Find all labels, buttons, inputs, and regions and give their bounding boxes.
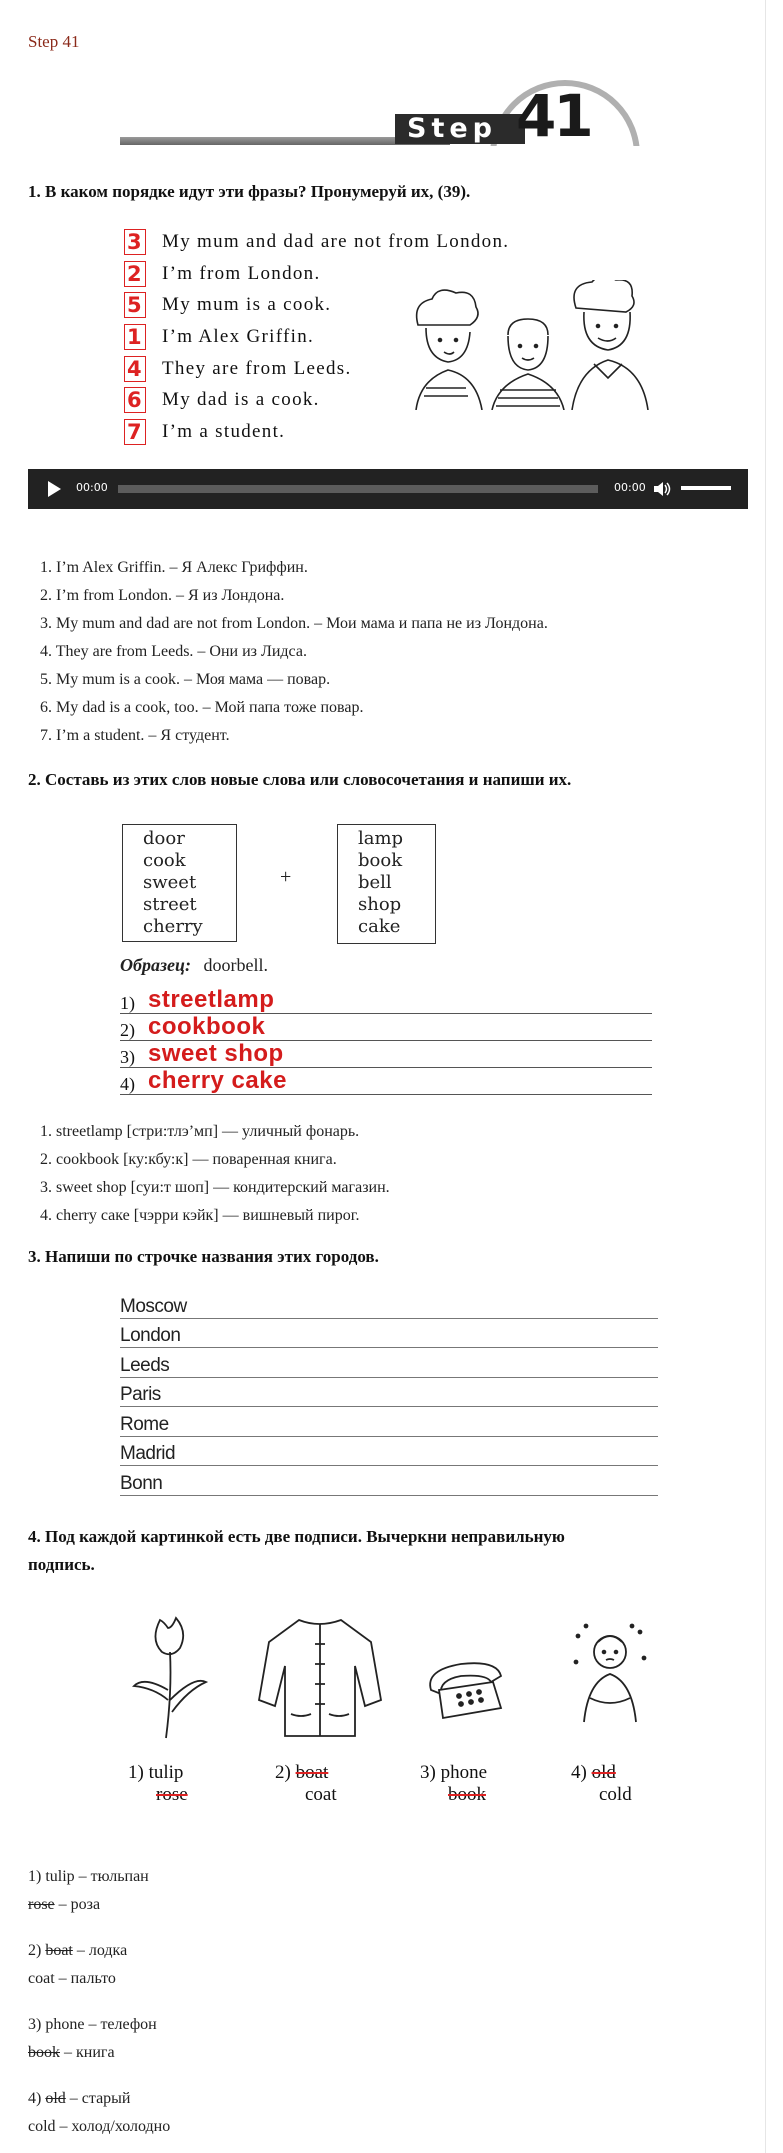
order-number: 6 [124, 387, 146, 413]
caption-number: 2) [275, 1762, 291, 1783]
word: shop [358, 894, 402, 915]
order-number: 1 [124, 324, 146, 350]
answer-text: – роза [54, 1896, 101, 1913]
answer-text: – тюльпан [74, 1868, 149, 1885]
sentence-row [124, 416, 509, 448]
answer-value: cookbook [148, 1013, 266, 1040]
model-example [120, 955, 268, 976]
page-border [765, 0, 766, 2153]
task2-heading: 2. Составь из этих слов новые слова или словосочетания и напиши их. [28, 770, 572, 789]
answer-block [28, 1863, 149, 1919]
answer-value: sweet shop [148, 1040, 284, 1067]
answer-line [120, 987, 652, 1014]
answer-text: – старый [65, 2090, 131, 2107]
list-item: 5. My mum is a cook. – Моя мама — повар. [40, 671, 331, 688]
answer-struck: book [28, 2044, 60, 2061]
picture-caption [571, 1762, 632, 1806]
city-name: Rome [120, 1414, 175, 1436]
answer-line [120, 1041, 652, 1068]
list-item: 4. cherry саке [чэрри кэйк] — вишневый пирог. [40, 1207, 360, 1224]
city-line [120, 1294, 658, 1319]
task1-translations [40, 554, 548, 750]
sentence-text: I’m a student. [162, 420, 286, 442]
model-label: Образец: [120, 955, 191, 975]
audio-player [28, 469, 748, 509]
order-number: 5 [124, 292, 146, 318]
sentence-row [124, 226, 509, 258]
city-name: London [120, 1325, 186, 1347]
caption-top: tulip [148, 1762, 184, 1783]
city-line [120, 1353, 658, 1378]
list-item: 3. sweet shop [суи:т шоп] — кондитерский магазин. [40, 1179, 390, 1196]
sentence-text: My mum is a cook. [162, 294, 332, 316]
task4-heading-line2: подпись. [28, 1555, 95, 1574]
order-number: 7 [124, 419, 146, 445]
answer-value: streetlamp [148, 986, 275, 1013]
word: sweet [143, 872, 197, 893]
word: lamp [358, 828, 404, 849]
list-item: 4. They are from Leeds. – Они из Лидса. [40, 643, 307, 660]
answer-text: cold – холод/холодно [28, 2118, 171, 2135]
answer-label: 1) [120, 993, 135, 1013]
word: door [143, 828, 185, 849]
list-item: 3. My mum and dad are not from London. – Мои мама и папа не из Лондона. [40, 615, 548, 632]
task1-heading: 1. В каком порядке идут эти фразы? Пронумеруй их, (39). [28, 182, 471, 201]
header-step-word: Step [395, 114, 525, 144]
word: cook [143, 850, 186, 871]
list-item: 1. streetlamp [стри:тлэ’мп] — уличный фонарь. [40, 1123, 360, 1140]
answer-text: – книга [60, 2044, 115, 2061]
list-item: 1. I’m Alex Griffin. – Я Алекс Гриффин. [40, 559, 308, 576]
picture-caption [275, 1762, 337, 1806]
answer-text: 1) tulip [28, 1868, 75, 1885]
city-line [120, 1412, 658, 1437]
answer-text: – телефон [84, 2016, 157, 2033]
answer-line [120, 1014, 652, 1041]
task4-heading-line1: 4. Под каждой картинкой есть две подписи. Вычеркни неправильную [28, 1527, 565, 1546]
answer-struck: old [45, 2090, 66, 2107]
order-number: 2 [124, 261, 146, 287]
word: cherry [143, 916, 203, 937]
answer-block [28, 2085, 170, 2141]
page-title: Step 41 [28, 32, 80, 51]
caption-number: 4) [571, 1762, 587, 1783]
picture-caption [128, 1762, 188, 1806]
list-item: 6. My dad is a cook, too. – Мой папа тоже повар. [40, 699, 364, 716]
caption-top-struck: old [591, 1762, 616, 1783]
answer-label: 3) [120, 1047, 135, 1067]
city-line [120, 1441, 658, 1466]
model-value: doorbell. [203, 955, 268, 975]
play-icon[interactable] [48, 481, 61, 497]
answer-block [28, 2011, 157, 2067]
caption-bottom: coat [305, 1784, 337, 1805]
caption-number: 3) [420, 1762, 436, 1783]
list-item: 2. cookbook [ку:кбу:к] — поваренная книга. [40, 1151, 337, 1168]
order-number: 3 [124, 229, 146, 255]
answer-value: cherry cake [148, 1067, 287, 1094]
answer-label: 2) [120, 1020, 135, 1040]
chefs-illustration [408, 280, 658, 410]
right-words-box [337, 824, 436, 944]
sentence-text: I’m from London. [162, 262, 321, 284]
volume-slider[interactable] [681, 486, 731, 490]
phone-icon [423, 1650, 508, 1720]
audio-current-time: 00:00 [76, 481, 108, 494]
answer-text: 3) phone [28, 2016, 85, 2033]
city-name: Leeds [120, 1355, 175, 1377]
answer-text: 4) [28, 2090, 46, 2107]
sentence-text: I’m Alex Griffin. [162, 325, 315, 347]
city-name: Bonn [120, 1473, 168, 1495]
task4-heading [28, 1523, 565, 1579]
left-words-box [122, 824, 237, 942]
audio-seek-bar[interactable] [118, 485, 598, 493]
caption-bottom-struck: book [448, 1784, 486, 1805]
word: book [358, 850, 403, 871]
order-number: 4 [124, 356, 146, 382]
audio-duration: 00:00 [614, 481, 646, 494]
answer-line [120, 1068, 652, 1095]
cold-boy-icon [570, 1622, 650, 1727]
word: street [143, 894, 197, 915]
sentence-text: They are from Leeds. [162, 357, 352, 379]
caption-bottom-struck: rose [156, 1784, 188, 1805]
city-line [120, 1471, 658, 1496]
task3-heading: 3. Напиши по строчке названия этих городов. [28, 1247, 379, 1266]
header-step-number: 41 [516, 82, 591, 150]
city-name: Moscow [120, 1296, 193, 1318]
list-item: 2. I’m from London. – Я из Лондона. [40, 587, 285, 604]
answer-label: 4) [120, 1074, 135, 1094]
word: bell [358, 872, 392, 893]
caption-top-struck: boat [295, 1762, 329, 1783]
coat-icon [255, 1614, 385, 1739]
answer-text: coat – пальто [28, 1970, 116, 1987]
step-header-banner [120, 80, 650, 155]
city-line [120, 1382, 658, 1407]
caption-number: 1) [128, 1762, 144, 1783]
city-line [120, 1323, 658, 1348]
sentence-text: My mum and dad are not from London. [162, 230, 510, 252]
city-name: Paris [120, 1384, 167, 1406]
word: cake [358, 916, 401, 937]
caption-bottom: cold [599, 1784, 632, 1805]
picture-caption [420, 1762, 487, 1806]
volume-icon[interactable] [653, 481, 671, 497]
tulip-icon [130, 1610, 210, 1740]
answer-text: – лодка [72, 1942, 128, 1959]
sentence-text: My dad is a cook. [162, 389, 320, 411]
task2-translations [40, 1118, 390, 1230]
answer-text: 2) [28, 1942, 46, 1959]
answer-block [28, 1937, 127, 1993]
list-item: 7. I’m a student. – Я студент. [40, 727, 230, 744]
plus-sign: + [280, 866, 292, 888]
city-name: Madrid [120, 1443, 181, 1465]
answer-struck: rose [28, 1896, 55, 1913]
answer-struck: boat [45, 1942, 73, 1959]
caption-top: phone [440, 1762, 488, 1783]
